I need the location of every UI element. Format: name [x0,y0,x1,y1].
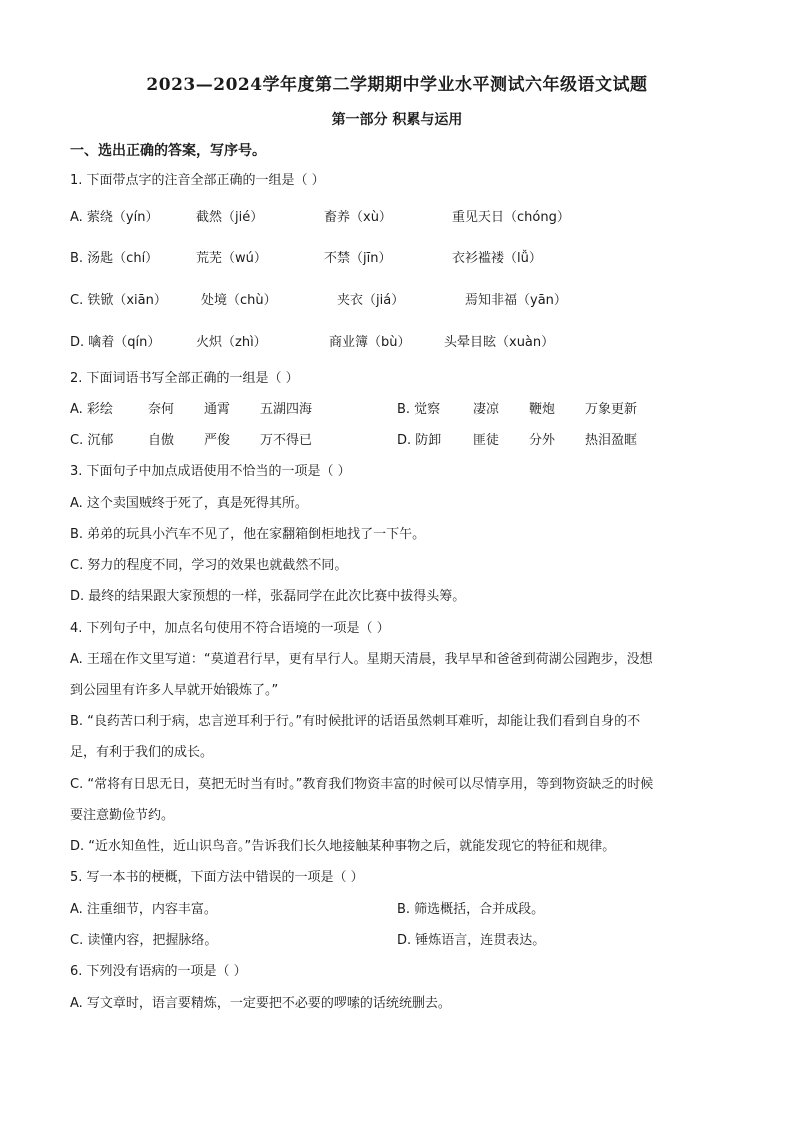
q2-option-a-4: 五湖四海 [260,402,313,417]
q2-option-b-1: B. 觉察 [397,402,441,417]
q5-stem: 5. 写一本书的梗概，下面方法中错误的一项是（ ） [70,870,364,885]
q4-option-a-line1: A. 王瑶在作文里写道：“莫道君行早，更有早行人。星期天清晨，我早早和爸爸到荷湖公园跑步，没想 [70,652,653,667]
part-subtitle: 第一部分 积累与运用 [331,112,463,128]
q2-option-c-3: 严俊 [204,433,231,448]
q1-option-b-2: 荒芜（wú） [196,251,267,266]
q1-option-a-4: 重见天日（chóng） [452,210,570,225]
q5-option-b: B. 筛选概括，合并成段。 [397,902,545,917]
q2-option-b-2: 凄凉 [473,402,500,417]
q4-option-d: D. “近水知鱼性，近山识鸟音。”告诉我们长久地接触某种事物之后，就能发现它的特征和规律。 [70,839,616,854]
q1-stem: 1. 下面带点字的注音全部正确的一组是（ ） [70,173,325,188]
q4-option-a-line2: 到公园里有许多人早就开始锻炼了。” [70,683,279,698]
q5-option-d: D. 锤炼语言，连贯表达。 [397,933,546,948]
q2-option-b-4: 万象更新 [585,402,638,417]
q2-option-d-2: 匪徒 [473,433,500,448]
q4-option-b-line1: B. “良药苦口利于病，忠言逆耳利于行。”有时候批评的话语虽然刺耳难听，却能让我们看到自身的不 [70,714,641,729]
q1-option-b-4: 衣衫褴褛（lǚ） [452,251,542,266]
q3-option-b: B. 弟弟的玩具小汽车不见了，他在家翻箱倒柜地找了一下午。 [70,527,426,542]
q4-option-b-line2: 足，有利于我们的成长。 [70,745,214,760]
q1-option-c-1: C. 铁锨（xiān） [70,293,167,308]
q1-option-c-2: 处境（chù） [201,293,277,308]
q2-option-a-2: 奈何 [148,402,175,417]
q3-option-d: D. 最终的结果跟大家预想的一样，张磊同学在此次比赛中拔得头筹。 [70,589,466,604]
q6-stem: 6. 下列没有语病的一项是（ ） [70,964,247,979]
q6-option-a: A. 写文章时，语言要精炼，一定要把不必要的啰嗦的话统统删去。 [70,996,451,1011]
q3-option-a: A. 这个卖国贼终于死了，真是死得其所。 [70,496,308,511]
q1-option-b-3: 不禁（jīn） [324,251,392,266]
section-heading: 一、选出正确的答案，写序号。 [70,143,266,159]
q3-option-c: C. 努力的程度不同，学习的效果也就截然不同。 [70,558,348,573]
q1-option-d-2: 火炽（zhì） [196,335,267,350]
q1-option-c-3: 夹衣（jiá） [337,293,405,308]
exam-title: 2023—2024学年度第二学期期中学业水平测试六年级语文试题 [146,75,648,95]
q1-option-c-4: 焉知非福（yān） [465,293,567,308]
q2-option-a-1: A. 彩绘 [70,402,113,417]
q1-option-d-3: 商业簿（bù） [329,335,411,350]
q1-option-d-4: 头晕目眩（xuàn） [444,335,555,350]
q2-option-d-3: 分外 [529,433,556,448]
q2-option-c-4: 万不得已 [260,433,313,448]
q2-option-c-2: 自傲 [148,433,175,448]
q1-option-a-2: 截然（jié） [196,210,264,225]
q2-option-d-1: D. 防卸 [397,433,442,448]
q2-option-b-3: 鞭炮 [529,402,556,417]
q4-option-c-line2: 要注意勤俭节约。 [70,808,175,823]
q2-option-c-1: C. 沉郁 [70,433,114,448]
q5-option-c: C. 读懂内容，把握脉络。 [70,933,218,948]
q2-option-d-4: 热泪盈眶 [585,433,638,448]
q1-option-b-1: B. 汤匙（chí） [70,251,159,266]
q2-stem: 2. 下面词语书写全部正确的一组是（ ） [70,371,299,386]
q1-option-a-1: A. 萦绕（yín） [70,210,159,225]
q1-option-a-3: 畜养（xù） [324,210,392,225]
q5-option-a: A. 注重细节，内容丰富。 [70,902,217,917]
q4-option-c-line1: C. “常将有日思无日，莫把无时当有时。”教育我们物资丰富的时候可以尽情享用，等到物资缺乏的时候 [70,777,654,792]
q3-stem: 3. 下面句子中加点成语使用不恰当的一项是（ ） [70,464,351,479]
q2-option-a-3: 通霄 [204,402,231,417]
q4-stem: 4. 下列句子中，加点名句使用不符合语境的一项是（ ） [70,621,390,636]
q1-option-d-1: D. 噙着（qín） [70,335,161,350]
